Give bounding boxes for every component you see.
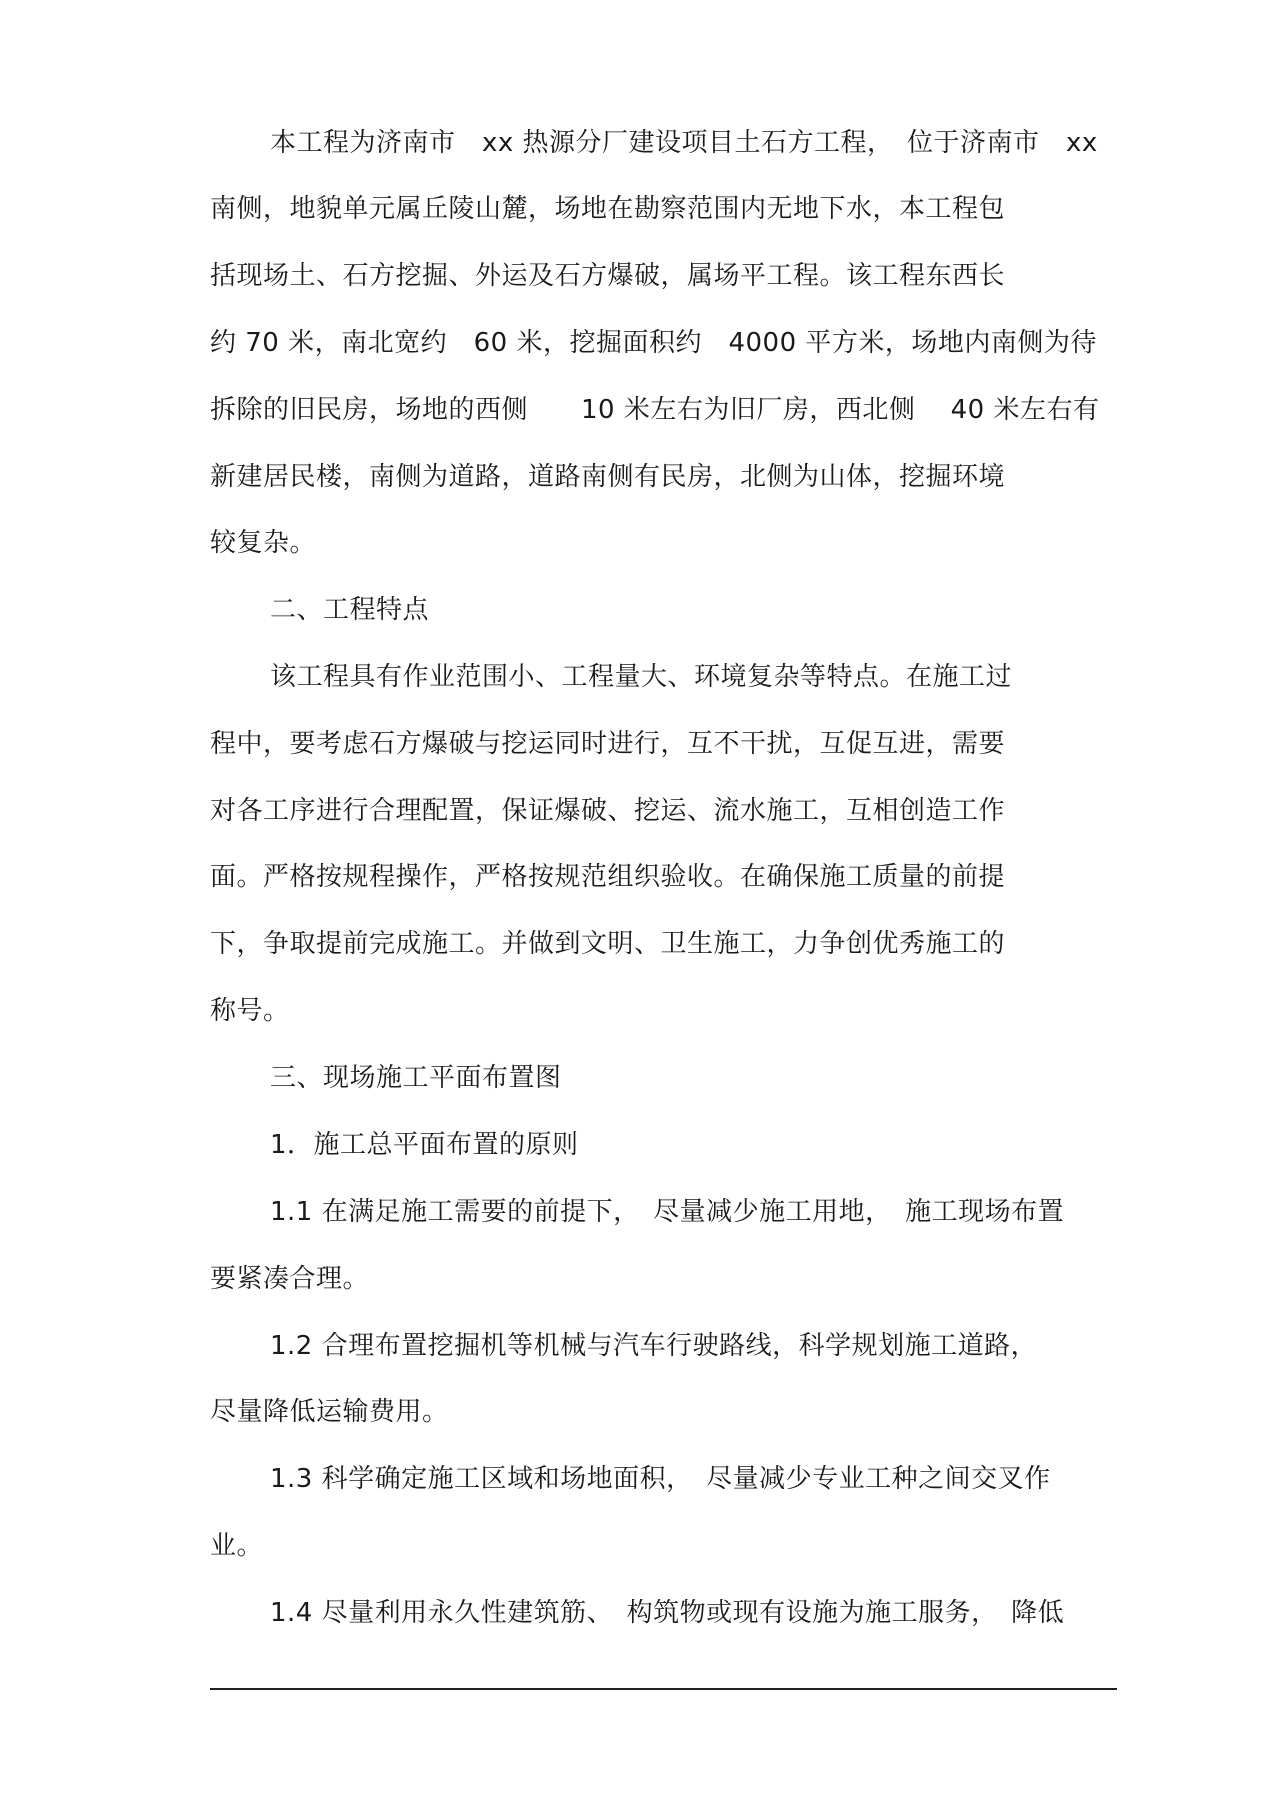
section-heading-project-features: 二、工程特点 <box>270 595 430 625</box>
item-1-2-line-2: 尽量降低运输费用。 <box>210 1397 449 1427</box>
item-1-2-line-1: 1.2 合理布置挖掘机等机械与汽车行驶路线，科学规划施工道路， <box>270 1331 1038 1361</box>
paragraph-1-line-6: 新建居民楼，南侧为道路，道路南侧有民房，北侧为山体，挖掘环境 <box>210 462 1006 492</box>
subheading-layout-principles: 1．施工总平面布置的原则 <box>270 1130 579 1160</box>
paragraph-2-line-2: 程中，要考虑石方爆破与挖运同时进行，互不干扰，互促互进，需要 <box>210 729 1006 759</box>
paragraph-2-line-4: 面。严格按规程操作，严格按规范组织验收。在确保施工质量的前提 <box>210 862 1006 892</box>
paragraph-1-line-5: 拆除的旧民房，场地的西侧 10 米左右为旧厂房，西北侧 40 米左右有 <box>210 395 1100 425</box>
paragraph-1-line-7: 较复杂。 <box>210 528 317 558</box>
paragraph-1-line-3: 括现场土、石方挖掘、外运及石方爆破，属场平工程。该工程东西长 <box>210 261 1006 291</box>
item-1-3-line-1: 1.3 科学确定施工区域和场地面积， 尽量减少专业工种之间交叉作 <box>270 1464 1051 1494</box>
section-heading-site-layout: 三、现场施工平面布置图 <box>270 1063 562 1093</box>
item-1-1-line-1: 1.1 在满足施工需要的前提下， 尽量减少施工用地， 施工现场布置 <box>270 1197 1065 1227</box>
paragraph-1-line-2: 南侧，地貌单元属丘陵山麓，场地在勘察范围内无地下水，本工程包 <box>210 194 1006 224</box>
paragraph-1-line-4: 约 70 米，南北宽约 60 米，挖掘面积约 4000 平方米，场地内南侧为待 <box>210 328 1097 358</box>
paragraph-2-line-1: 该工程具有作业范围小、工程量大、环境复杂等特点。在施工过 <box>270 662 1013 692</box>
paragraph-1-line-1: 本工程为济南市 xx 热源分厂建设项目土石方工程， 位于济南市 xx <box>270 128 1098 158</box>
footer-divider <box>210 1688 1117 1690</box>
item-1-4-line-1: 1.4 尽量利用永久性建筑筋、 构筑物或现有设施为施工服务， 降低 <box>270 1598 1065 1628</box>
paragraph-2-line-5: 下，争取提前完成施工。并做到文明、卫生施工，力争创优秀施工的 <box>210 929 1006 959</box>
item-1-1-line-2: 要紧凑合理。 <box>210 1264 370 1294</box>
paragraph-2-line-3: 对各工序进行合理配置，保证爆破、挖运、流水施工，互相创造工作 <box>210 796 1006 826</box>
paragraph-2-line-6: 称号。 <box>210 996 290 1026</box>
item-1-3-line-2: 业。 <box>210 1531 264 1561</box>
